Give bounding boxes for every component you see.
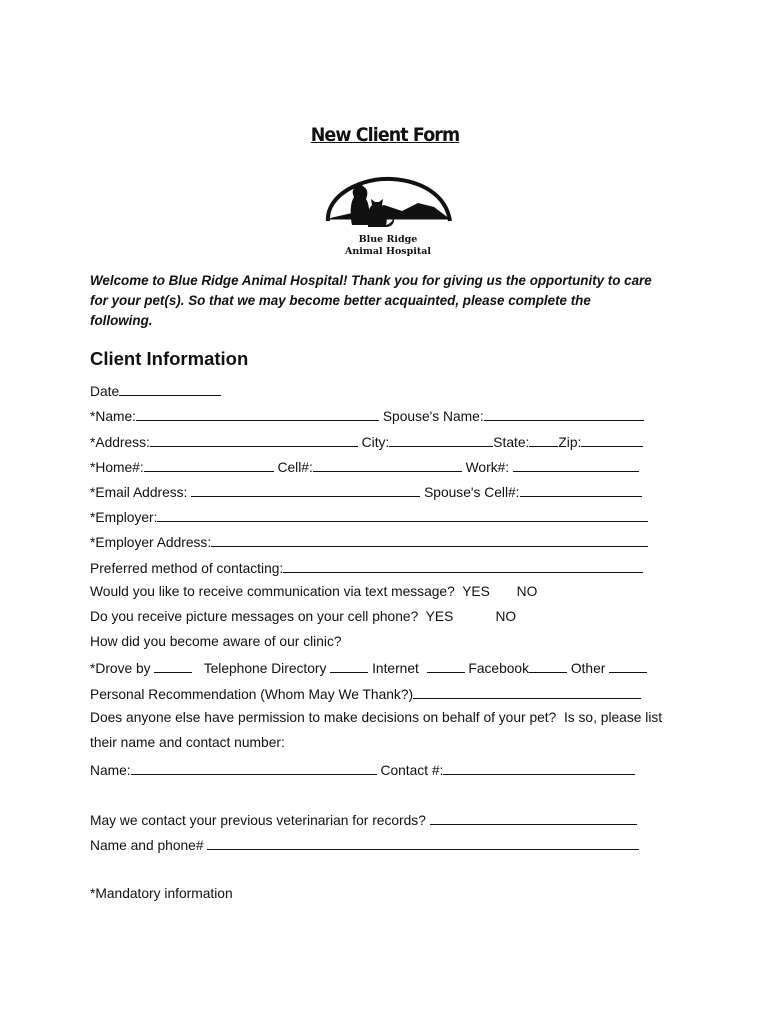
intro-paragraph [90, 271, 690, 331]
home-label: *Home#: [90, 460, 144, 475]
spouse-cell-label: Spouse's Cell#: [424, 485, 520, 500]
mandatory-note: *Mandatory information [90, 886, 233, 901]
employer-field[interactable] [157, 507, 648, 522]
city-field[interactable] [389, 432, 493, 447]
previous-vet-field[interactable] [430, 810, 637, 825]
date-label: Date [90, 384, 120, 399]
date-field[interactable] [119, 381, 221, 396]
text-no-option[interactable]: NO [516, 584, 538, 599]
name-row [90, 406, 644, 426]
form-title: New Client Form [310, 124, 460, 146]
date-row [90, 381, 221, 401]
intro-line: Welcome to Blue Ridge Animal Hospital! Thank you for giving us the opportunity to care [90, 273, 652, 288]
section-title: Client Information [90, 348, 249, 369]
referral-row [90, 658, 647, 678]
phone-row [90, 457, 639, 477]
other-field[interactable] [609, 658, 647, 673]
email-field[interactable] [191, 482, 420, 497]
internet-label: Internet [372, 661, 419, 676]
home-phone-field[interactable] [144, 457, 274, 472]
email-row [90, 482, 642, 502]
employer-row [90, 507, 648, 527]
drove-by-label: *Drove by [90, 661, 151, 676]
address-field[interactable] [150, 432, 358, 447]
name-phone-field[interactable] [207, 835, 639, 850]
employer-address-row [90, 532, 648, 552]
cell-phone-field[interactable] [313, 457, 462, 472]
picture-message-row [90, 608, 516, 626]
employer-address-label: *Employer Address: [90, 535, 212, 550]
permission-line: their name and contact number: [90, 735, 285, 750]
employer-address-field[interactable] [211, 532, 648, 547]
zip-field[interactable] [581, 432, 643, 447]
contact-number-field[interactable] [443, 760, 635, 775]
state-field[interactable] [529, 432, 558, 447]
preferred-contact-label: Preferred method of contacting: [90, 561, 284, 576]
name-label: *Name: [90, 409, 137, 424]
text-message-row [90, 583, 537, 601]
telephone-directory-label: Telephone Directory [203, 661, 327, 676]
name-field[interactable] [136, 406, 379, 421]
authorized-contact-row [90, 760, 635, 780]
facebook-label: Facebook [468, 661, 529, 676]
work-phone-field[interactable] [513, 457, 639, 472]
contact-name-field[interactable] [131, 760, 377, 775]
contact-name-label: Name: [90, 763, 131, 778]
facebook-field[interactable] [529, 658, 567, 673]
internet-field[interactable] [427, 658, 465, 673]
recommendation-field[interactable] [413, 684, 641, 699]
intro-line: for your pet(s). So that we may become better acquainted, please complete the [90, 293, 591, 308]
previous-vet-row [90, 810, 637, 830]
zip-label: Zip: [558, 435, 582, 450]
employer-label: *Employer: [90, 510, 158, 525]
intro-line: following. [90, 313, 153, 328]
text-message-question: Would you like to receive communication via text message? [90, 584, 455, 599]
name-phone-row [90, 835, 639, 855]
work-label: Work#: [465, 460, 510, 475]
preferred-contact-field[interactable] [283, 558, 643, 573]
recommendation-label: Personal Recommendation (Whom May We Thank?) [90, 687, 414, 702]
contact-number-label: Contact #: [380, 763, 444, 778]
spouse-name-label: Spouse's Name: [382, 409, 484, 424]
picture-message-question: Do you receive picture messages on your cell phone? [90, 609, 419, 624]
address-label: *Address: [90, 435, 150, 450]
spouse-name-field[interactable] [484, 406, 644, 421]
previous-vet-question: May we contact your previous veterinarian for records? [90, 813, 426, 828]
spouse-cell-field[interactable] [520, 482, 642, 497]
address-row [90, 432, 643, 452]
logo-line-1: Blue Ridge [358, 234, 418, 245]
picture-yes-option[interactable]: YES [425, 609, 454, 624]
telephone-directory-field[interactable] [330, 658, 368, 673]
email-label: *Email Address: [90, 485, 188, 500]
state-label: State: [493, 435, 530, 450]
picture-no-option[interactable]: NO [495, 609, 517, 624]
city-label: City: [361, 435, 390, 450]
aware-question: How did you become aware of our clinic? [90, 634, 342, 649]
cell-label: Cell#: [277, 460, 313, 475]
text-yes-option[interactable]: YES [462, 584, 490, 599]
name-phone-label: Name and phone# [90, 838, 204, 853]
recommendation-row [90, 684, 641, 704]
drove-by-field[interactable] [154, 658, 192, 673]
aware-row [90, 633, 342, 651]
logo-line-2: Animal Hospital [344, 246, 432, 257]
preferred-contact-row [90, 558, 643, 578]
permission-line: Does anyone else have permission to make decisions on behalf of your pet? Is so, please list [90, 710, 663, 725]
other-label: Other [570, 661, 606, 676]
